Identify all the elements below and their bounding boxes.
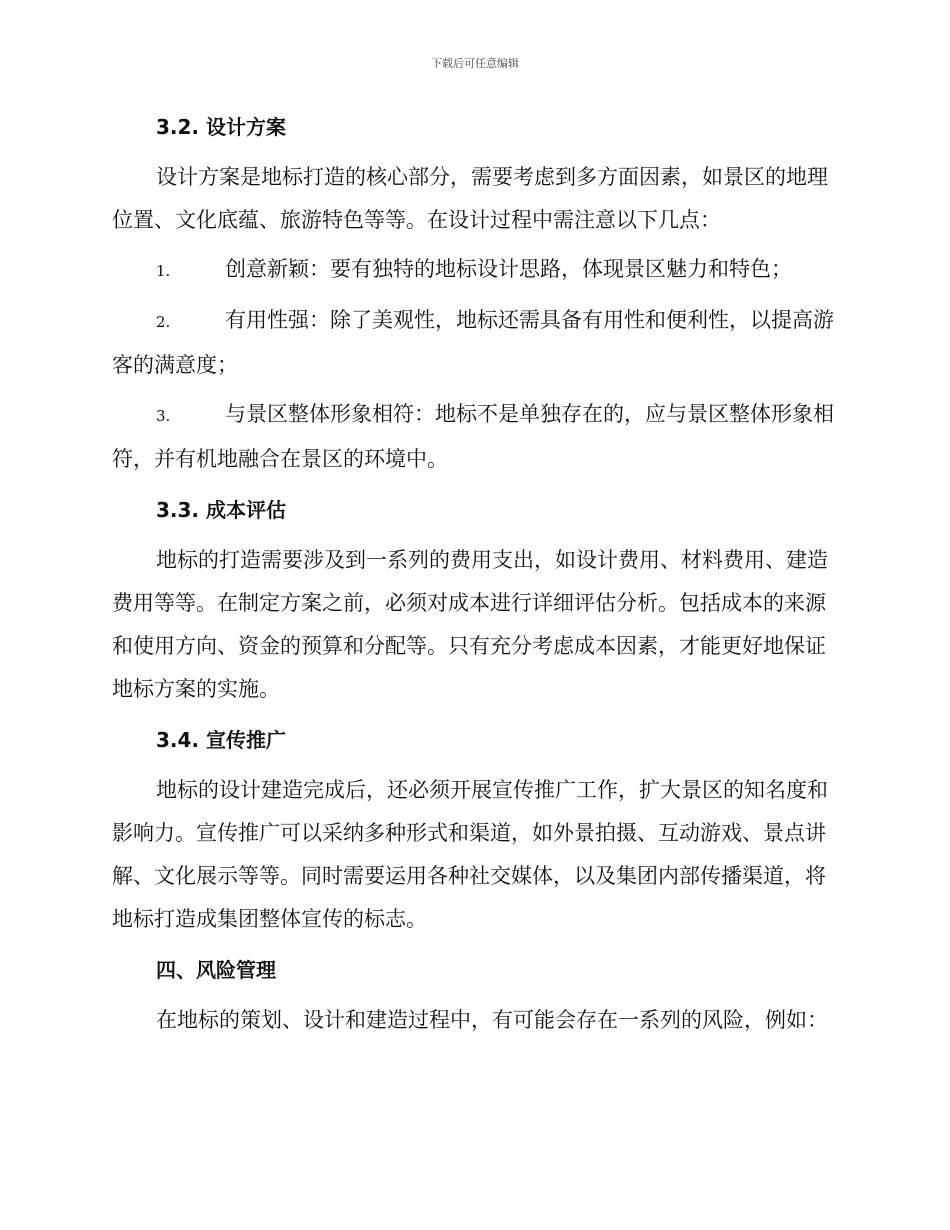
list-item-text: 有用性强：除了美观性，地标还需具备有用性和便利性，以提高游客的满意度； — [112, 308, 834, 377]
list-item-number: 1. — [156, 262, 171, 280]
list-item — [112, 393, 842, 481]
list-item-number: 2. — [156, 313, 171, 331]
list-item-text: 与景区整体形象相符：地标不是单独存在的，应与景区整体形象相符，并有机地融合在景区的环境中。 — [112, 402, 834, 471]
section-heading-4: 四、风险管理 — [156, 958, 276, 982]
document-body — [112, 104, 842, 1048]
page-header: 下载后可任意编辑 — [431, 57, 519, 70]
list-item — [112, 248, 842, 293]
section-heading-3-3: 3.3. 成本评估 — [156, 498, 286, 522]
section-3-2-intro: 设计方案是地标打造的核心部分，需要考虑到多方面因素，如景区的地理位置、文化底蕴、旅游特色等等。在设计过程中需注意以下几点： — [112, 165, 828, 232]
section-3-3-body: 地标的打造需要涉及到一系列的费用支出，如设计费用、材料费用、建造费用等等。在制定方案之前，必须对成本进行详细评估分析。包括成本的来源和使用方向、资金的预算和分配等。只有充分考虑成本因素，才能更好地保证地标方案的实施。 — [112, 548, 828, 701]
section-4-body: 在地标的策划、设计和建造过程中，有可能会存在一系列的风险，例如： — [156, 1008, 828, 1032]
list-item — [112, 299, 842, 387]
section-heading-3-2: 3.2. 设计方案 — [156, 115, 286, 139]
list-item-number: 3. — [156, 407, 171, 425]
list-item-text: 创意新颖：要有独特的地标设计思路，体现景区魅力和特色； — [225, 257, 792, 281]
section-3-4-body: 地标的设计建造完成后，还必须开展宣传推广工作，扩大景区的知名度和影响力。宣传推广可以采纳多种形式和渠道，如外景拍摄、互动游戏、景点讲解、文化展示等等。同时需要运用各种社交媒体，以及集团内部传播渠道，将地标打造成集团整体宣传的标志。 — [112, 778, 828, 931]
section-heading-3-4: 3.4. 宣传推广 — [156, 728, 286, 752]
